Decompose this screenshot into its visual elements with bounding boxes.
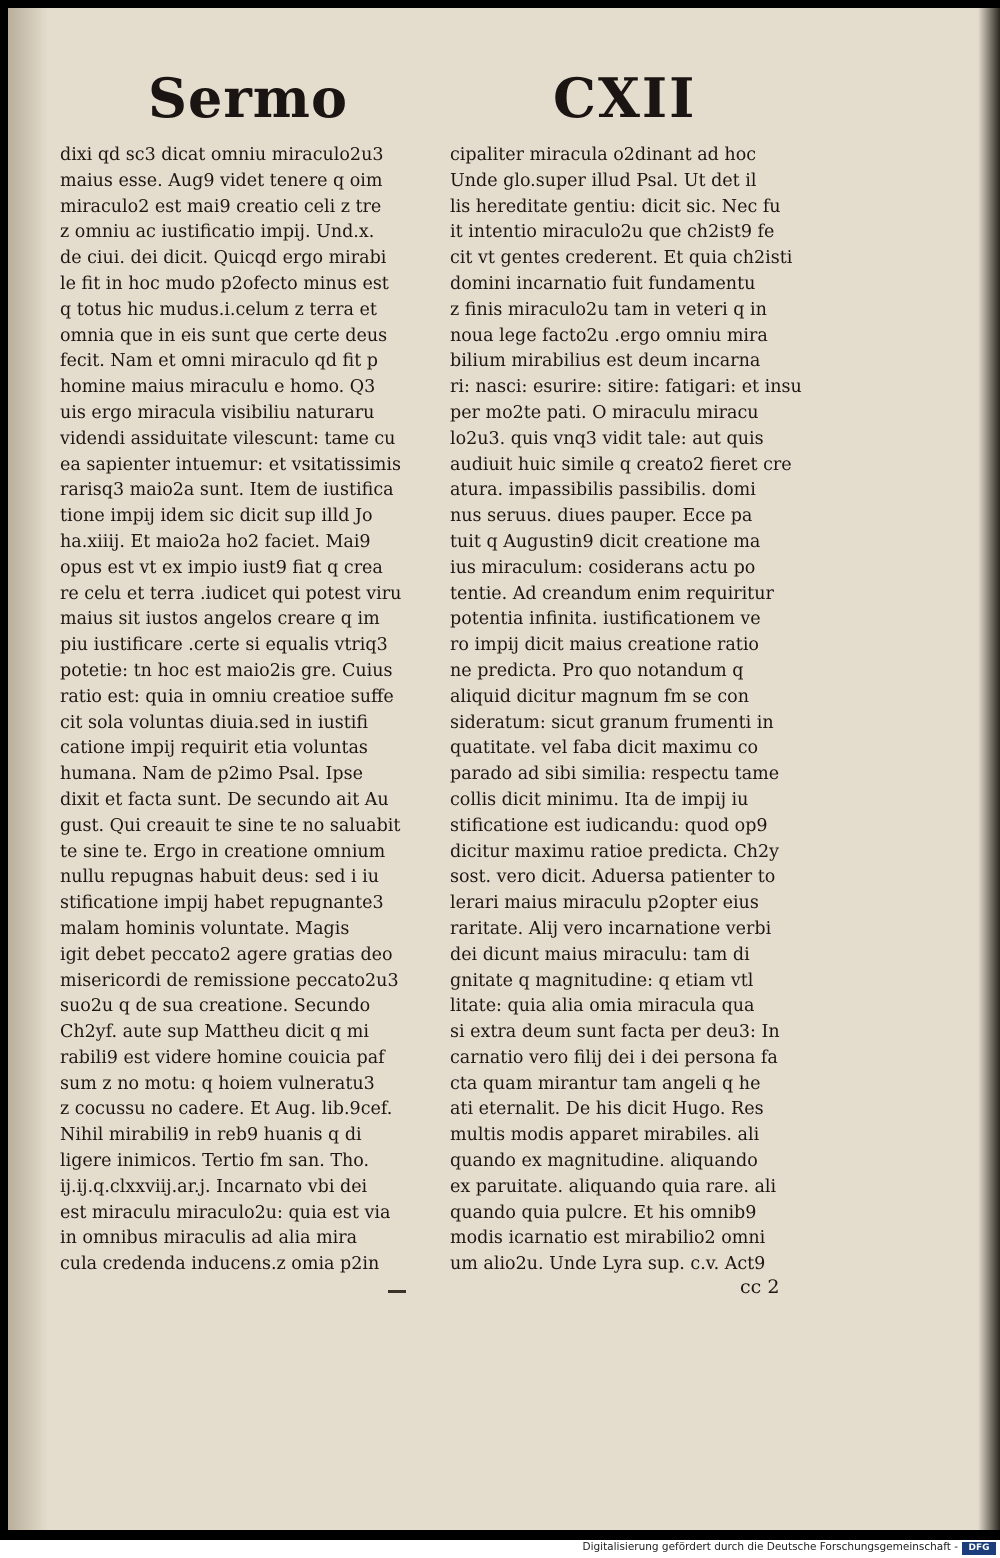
text-line: noua lege facto2u .ergo omniu mira: [450, 325, 768, 346]
text-line: z cocussu no cadere. Et Aug. lib.9cef.: [60, 1099, 393, 1120]
text-line: igit debet peccato2 agere gratias deo: [60, 944, 393, 965]
text-line: omnia que in eis sunt que certe deus: [60, 325, 388, 346]
text-line: Unde glo.super illud Psal. Ut det il: [450, 170, 757, 191]
text-line: dicitur maximu ratioe predicta. Ch2y: [450, 841, 780, 862]
text-line: collis dicit minimu. Ita de impij iu: [450, 789, 749, 810]
text-line: opus est vt ex impio iust9 fiat q crea: [60, 557, 383, 578]
text-line: maius esse. Aug9 videt tenere q oim: [60, 170, 383, 191]
text-line: te sine te. Ergo in creatione omnium: [60, 841, 386, 862]
text-line: humana. Nam de p2imo Psal. Ipse: [60, 764, 363, 785]
text-line: bilium mirabilius est deum incarna: [450, 351, 761, 372]
text-line: ex paruitate. aliquando quia rare. ali: [450, 1176, 777, 1197]
text-line: z omniu ac iustificatio impij. Und.x.: [60, 222, 375, 243]
folio-number: CXII: [553, 66, 697, 130]
text-line: fecit. Nam et omni miraculo qd fit p: [60, 351, 378, 372]
text-line: homine maius miraculu e homo. Q3: [60, 377, 376, 398]
text-line: ati eternalit. De his dicit Hugo. Res: [450, 1099, 764, 1120]
text-line: dei dicunt maius miraculu: tam di: [450, 944, 750, 965]
text-line: re celu et terra .iudicet qui potest viru: [60, 583, 402, 604]
running-head-left: Sermo: [148, 66, 348, 130]
text-line: tuit q Augustin9 dicit creatione ma: [450, 531, 761, 552]
text-line: ea sapienter intuemur: et vsitatissimis: [60, 454, 401, 475]
text-line: cit sola voluntas diuia.sed in iustifi: [60, 712, 369, 733]
text-line: multis modis apparet mirabiles. ali: [450, 1125, 760, 1146]
book-page: [8, 8, 1000, 1530]
text-line: in omnibus miraculis ad alia mira: [60, 1228, 358, 1249]
text-line: aliquid dicitur magnum fm se con: [450, 686, 749, 707]
text-line: audiuit huic simile q creato2 fieret cre: [450, 454, 792, 475]
text-line: le fit in hoc mudo p2ofecto minus est: [60, 273, 389, 294]
text-line: nus seruus. diues pauper. Ecce pa: [450, 506, 753, 527]
text-line: carnatio vero filij dei i dei persona fa: [450, 1047, 778, 1068]
text-line: de ciui. dei dicit. Quicqd ergo mirabi: [60, 248, 387, 269]
text-line: stificatione impij habet repugnante3: [60, 893, 384, 914]
text-line: lo2u3. quis vnq3 vidit tale: aut quis: [450, 428, 764, 449]
text-line: suo2u q de sua creatione. Secundo: [60, 996, 371, 1017]
text-line: potentia infinita. iustificationem ve: [450, 609, 761, 630]
text-line: modis icarnatio est mirabilio2 omni: [450, 1228, 766, 1249]
text-line: ri: nasci: esurire: sitire: fatigari: et insu: [450, 377, 802, 398]
text-line: stificatione est iudicandu: quod op9: [450, 815, 768, 836]
text-line: atura. impassibilis passibilis. domi: [450, 480, 756, 501]
text-line: lerari maius miraculu p2opter eius: [450, 893, 759, 914]
text-line: um alio2u. Unde Lyra sup. c.v. Act9: [450, 1254, 766, 1275]
text-line: per mo2te pati. O miraculu miracu: [450, 402, 759, 423]
text-line: ro impij dicit maius creatione ratio: [450, 635, 759, 656]
text-line: ha.xiiij. Et maio2a ho2 faciet. Mai9: [60, 531, 371, 552]
text-line: ne predicta. Pro quo notandum q: [450, 660, 744, 681]
text-line: rarisq3 maio2a sunt. Item de iustifica: [60, 480, 394, 501]
text-line: potetie: tn hoc est maio2is gre. Cuius: [60, 660, 393, 681]
text-line: sideratum: sicut granum frumenti in: [450, 712, 774, 733]
text-line: quando quia pulcre. Et his omnib9: [450, 1202, 757, 1223]
text-line: ius miraculum: cosiderans actu po: [450, 557, 756, 578]
text-line: sost. vero dicit. Aduersa patienter to: [450, 867, 776, 888]
text-line: dixit et facta sunt. De secundo ait Au: [60, 789, 389, 810]
text-line: maius sit iustos angelos creare q im: [60, 609, 380, 630]
catchword-mark: [388, 1290, 406, 1293]
text-line: tione impij idem sic dicit sup illd Jo: [60, 506, 373, 527]
text-line: est miraculu miraculo2u: quia est via: [60, 1202, 391, 1223]
text-line: malam hominis voluntate. Magis: [60, 918, 350, 939]
text-line: ij.ij.q.clxxviij.ar.j. Incarnato vbi dei: [60, 1176, 368, 1197]
text-line: cta quam mirantur tam angeli q he: [450, 1073, 761, 1094]
text-line: tentie. Ad creandum enim requiritur: [450, 583, 774, 604]
text-line: si extra deum sunt facta per deu3: In: [450, 1022, 780, 1043]
text-line: Ch2yf. aute sup Mattheu dicit q mi: [60, 1022, 369, 1043]
text-line: ratio est: quia in omniu creatioe suffe: [60, 686, 394, 707]
text-line: cipaliter miracula o2dinant ad hoc: [450, 145, 757, 165]
text-line: miraculo2 est mai9 creatio celi z tre: [60, 196, 382, 217]
text-line: cit vt gentes crederent. Et quia ch2isti: [450, 248, 793, 269]
text-line: lis hereditate gentiu: dicit sic. Nec fu: [450, 196, 781, 217]
text-line: z finis miraculo2u tam in veteri q in: [450, 299, 767, 320]
text-line: cula credenda inducens.z omia p2in: [60, 1254, 380, 1275]
funding-note: Digitalisierung gefördert durch die Deutsche Forschungsgemeinschaft -: [582, 1541, 958, 1553]
footer-bar: [0, 1540, 1000, 1558]
text-line: nullu repugnas habuit deus: sed i iu: [60, 867, 379, 888]
text-line: ligere inimicos. Tertio fm san. Tho.: [60, 1151, 370, 1172]
text-line: piu iustificare .certe si equalis vtriq3: [60, 635, 388, 656]
text-line: gust. Qui creauit te sine te no saluabit: [60, 815, 401, 836]
text-line: q totus hic mudus.i.celum z terra et: [60, 299, 377, 320]
text-line: catione impij requirit etia voluntas: [60, 738, 368, 759]
text-line: quatitate. vel faba dicit maximu co: [450, 738, 759, 759]
signature-mark: cc 2: [740, 1276, 780, 1298]
text-line: quando ex magnitudine. aliquando: [450, 1151, 758, 1172]
dfg-logo: DFG: [962, 1542, 996, 1555]
text-line: videndi assiduitate vilescunt: tame cu: [60, 428, 396, 449]
text-line: uis ergo miracula visibiliu naturaru: [60, 402, 375, 423]
text-line: parado ad sibi similia: respectu tame: [450, 764, 780, 785]
text-line: litate: quia alia omia miracula qua: [450, 996, 755, 1017]
text-line: domini incarnatio fuit fundamentu: [450, 273, 756, 294]
right-text-column: [450, 143, 835, 1278]
text-line: sum z no motu: q hoiem vulneratu3: [60, 1073, 375, 1094]
text-line: Nihil mirabili9 in reb9 huanis q di: [60, 1125, 362, 1146]
left-text-column: [60, 143, 440, 1278]
text-line: it intentio miraculo2u que ch2ist9 fe: [450, 222, 775, 243]
text-line: gnitate q magnitudine: q etiam vtl: [450, 970, 754, 991]
text-line: raritate. Alij vero incarnatione verbi: [450, 918, 772, 939]
text-line: misericordi de remissione peccato2u3: [60, 970, 399, 991]
text-line: rabili9 est videre homine couicia paf: [60, 1047, 385, 1068]
text-line: dixi qd sc3 dicat omniu miraculo2u3: [60, 145, 384, 165]
